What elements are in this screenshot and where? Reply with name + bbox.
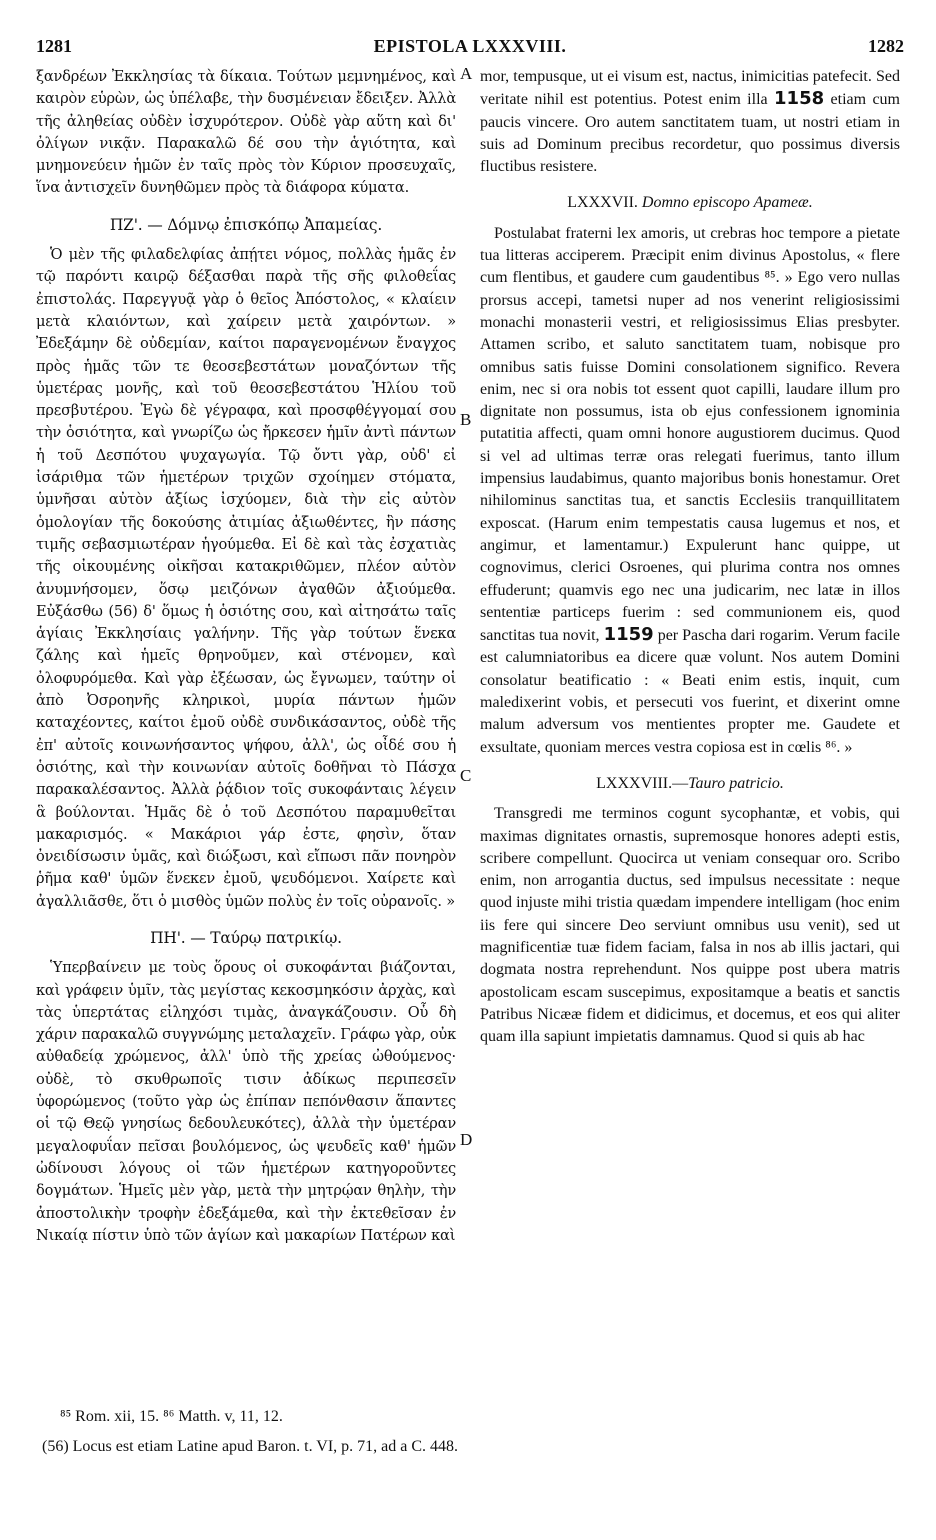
latin-paragraph-1 xyxy=(480,66,900,178)
latin-paragraph-2 xyxy=(480,223,900,759)
latin-column xyxy=(480,66,900,1048)
running-title: EPISTOLA LXXXVIII. xyxy=(373,36,567,56)
footnote-references: ⁸⁵ Rom. xii, 15. ⁸⁶ Matth. v, 11, 12. xyxy=(60,1408,283,1425)
greek-paragraph-3: Ὑπερβαίνειν με τοὺς ὅρους οἱ συκοφάνται βιάζονται, καὶ γράφειν ὑμῖν, τὰς μεγίστας κεκοσμηκόσιν ἀρχὰς, καὶ τὰς ὑπερτάτας εἰληχόσι τιμὰς, ἀναγκάζουσιν. Οὗ δὴ χάριν παρακαλῶ συγγνώμης μεταλαχεῖν. Γράφω γὰρ, οὐκ αὐθαδείᾳ χρώμενος, ἀλλ' ὑπὸ τῆς χρείας ὠθούμενος· οὐδὲ, τὸ σκυθρωποῖς τισιν ἀδίκως περιπεσεῖν ὑφορώμενος (τοῦτο γὰρ ὡς ἐπίπαν πεπόνθασιν ἅπαντες οἱ τῷ Θεῷ γνησίως δεδουλευκότες), ἀλλὰ τὴν ὑμετέραν μεγαλοφυΐαν πεῖσαι βουλόμενος, ὡς ψευδεῖς καθ' ἡμῶν ὠδίνουσι λόγους οἱ τῶν ἡμετέρων κατηγοροῦντες δογμάτων. Ἡμεῖς μὲν γὰρ, μετὰ τὴν μητρῴαν θηλὴν, τὴν ἀποστολικὴν τροφὴν ἐδεξάμεθα, καὶ τὴν ἐκτεθεῖσαν ἐν Νικαίᾳ πίστιν ὑπὸ τῶν ἁγίων καὶ μακαρίων Πατέρων καὶ xyxy=(36,959,456,1244)
greek-heading-88: ΠΗ'. — Ταύρῳ πατρικίῳ. xyxy=(150,928,342,947)
latin-heading-87-title: Domno episcopo Apameæ. xyxy=(641,194,813,212)
latin-paragraph-1-start: mor, tempusque, ut ei visum est, nactus, inimicitias patefecit. Sed veritate nihil est potentius. Potest enim illa xyxy=(480,68,900,109)
latin-paragraph-2-end: per Pascha dari rogarim. Verum facile est calumniatoribus ea dicere quæ volunt. Nos autem Domini consolatur beatificatio : « Beati enim estis, inquit, cum maledixerint vobis, et persecuti vos fuerint, et dixerint omne malum adversum vos mentientes propter me. Gaudete et exsultate, quoniam merces vestra copiosa est in cœlis ⁸⁶. » xyxy=(480,627,901,756)
footnote-56: (56) Locus est etiam Latine apud Baron. t. VI, p. 71, ad a C. 448. xyxy=(42,1438,459,1455)
greek-heading-87: ΠΖ'. — Δόμνῳ ἐπισκόπῳ Ἀπαμείας. xyxy=(109,215,383,234)
latin-heading-88-title: Tauro patricio. xyxy=(688,774,784,792)
greek-paragraph-2: Ὁ μὲν τῆς φιλαδελφίας ἀπῄτει νόμος, πολλὰς ἡμᾶς ἐν τῷ παρόντι καιρῷ δέξασθαι παρὰ τῆς σῆς φιλοθεΐας ἐπιστολάς. Παρεγγυᾷ γὰρ ὁ θεῖος Ἀπόστολος, « κλαίειν μετὰ κλαιόντων, καὶ χαίρειν μετὰ χαιρόντων. » Ἐδεξάμην δὲ οὐδεμίαν, καίτοι παραγενομένων ἔναγχος πρὸς ἡμᾶς τῶν τε θεοσεβεστάτων μοναζόντων τῆς ὑμετέρας μονῆς, καὶ τοῦ θεοσεβεστάτου Ἡλίου τοῦ πρεσβυτέρου. Ἐγὼ δὲ γέγραφα, καὶ προσφθέγγομαί σου τὴν ὁσιότητα, καὶ γνωρίζω ὡς ἤρκεσεν ἡμῖν ἀντὶ πάντων ἡ τοῦ Δεσπότου ψυχαγωγία. Τῷ ὄντι γὰρ, οὐδ' εἰ ἰσάριθμα τῶν ἡμετέρων τριχῶν σχοίημεν στόματα, ὑμνῆσαι αὐτὸν ἀξίως ἰσχύομεν, διὰ τὴν εἰς αὐτὸν ὁμολογίαν τῆς δοκούσης ἀτιμίας ἀξιωθέντες, ἣν πάσης τιμῆς σεβασμιωτέραν ἡγούμεθα. Εἰ δὲ καὶ τὰς ἐσχατιὰς τῆς οἰκουμένης οἰκῆσαι κατακριθῶμεν, πλέον αὐτὸν ἀνυμνήσομεν, ὅσῳ μειζόνων ἀγαθῶν ἀξιούμεθα. Εὐξάσθω (56) δ' ὅμως ἡ ὁσιότης σου, καὶ αἰτησάτω ταῖς ἁγίαις Ἐκκλησίαις γαλήνην. Τῆς γὰρ τούτων ἕνεκα ζάλης καὶ ἡμεῖς θρηνοῦμεν, καὶ στένομεν, καὶ ὀλοφυρόμεθα. Καὶ γὰρ ἐξέωσαν, ὡς ἔγνωμεν, ταύτην οἱ ἀπὸ Ὀσροηνῆς κληρικοὶ, μυρία πάντων ἡμῶν καταχέοντες, καίτοι ἐμοῦ οὐδὲ συνδικάσαντος, οὐδὲ τῆς ἐπ' αὐτοῖς κοινωνήσαντος ψήφου, ἀλλ', ὡς οἶδέ σου ἡ ὁσιότης, καὶ τὴν κοινωνίαν αὐτοῖς δοθῆναι τὸ Πάσχα παρακαλέσαντος. Ἀλλὰ ῥᾴδιον τοῖς συκοφάνταις λέγειν ἃ βούλονται. Ἡμᾶς δὲ ὁ τοῦ Δεσπότου παραμυθεῖται μακαρισμός. « Μακάριοι γάρ ἐστε, φησὶν, ὅταν ὀνειδίσωσιν ὑμᾶς, καὶ διώξωσι, καὶ εἴπωσι πᾶν πονηρὸν ῥῆμα καθ' ὑμῶν ἕνεκεν ἐμοῦ, ψευδόμενοι. Χαίρετε καὶ ἀγαλλιᾶσθε, ὅτι ὁ μισθὸς ὑμῶν πολὺς ἐν τοῖς οὐρανοῖς. » xyxy=(36,246,456,910)
column-number-1158: 1158 xyxy=(774,88,825,110)
latin-paragraph-3: Transgredi me terminos cogunt sycophantæ, et vobis, qui maximas dignitates ornastis, supremosque honores adepti estis, scribere compellunt. Quocirca ut veniam consequar oro. Scribo enim, non arrogantia ductus, sed impulsus necessitate : neque quod injuste mihi tristia quædam impendere intelligam (hoc enim iis fere qui sincere Deo serviunt omnibus usu venit), sed ut magnificentiæ tuæ fidem faciam, falsa in nos ab illis jactari, qui dogmata nostra reprehendunt. Nos quippe post ubera matris apostolicam escam suscepimus, expositamque a beatis et sanctis Patribus Nicææ fidem et didicimus, et docemus, et eos qui aliter quam illa sapiunt impietatis damnamus. Quod si quis ab hac xyxy=(480,805,900,1046)
latin-heading-88-number: LXXXVIII.— xyxy=(596,774,689,792)
greek-paragraph-1: ξανδρέων Ἐκκλησίας τὰ δίκαια. Τούτων μεμνημένος, καὶ καιρὸν εὑρὼν, ὡς ὑπέλαβε, τὴν δυσμένειαν ἔδειξεν. Ἀλλὰ τῆς ἀληθείας οὐδὲν ἰσχυρότερον. Οὐδὲ γὰρ αὕτη καὶ δι' ὀλίγων νικᾷν. Παρακαλῶ δέ σου τὴν ἁγιότητα, καὶ μνημονεύειν ἡμῶν ἐν ταῖς πρὸς τὸν Κύριον προσευχαῖς, ἵνα ἀντισχεῖν δυνηθῶμεν πρὸς τὰ διάφορα κύματα. xyxy=(36,68,456,197)
page-header xyxy=(36,36,904,60)
latin-paragraph-2-start: Postulabat fraterni lex amoris, ut crebras hoc tempore a pietate tua litteras acciperem. Præcipit enim divinus Apostolus, « flere cum flentibus, et gaudere cum gaudentibus ⁸⁵. » Ego vero nullas prorsus accepi, tametsi nuper ad nos venerint religiosissimi monachi monasterii vestri, et religiosissimus Elias presbyter. Attamen scribo, et saluto sanctitatem tuam, nobisque pro omnibus satis fuisse Domini consolationem significo. Revera enim, nec si ora nobis tot essent quot capilli, laudare illum pro dignitate non possumus, ista ob ejus confessionem ignominia putatitia affecti, quam omni honore augustiorem ducimus. Quod si vel ad ultimas terræ oras relegati fuerimus, tanto illum impensius laudabimus, quanto majoribus bonis honestamur. Oret nihilominus sanctitas tua, et sanctis Ecclesiis tranquillitatem exposcat. (Harum enim tempestatis causa lugemus et nos, et angimur, et lamentamur.) Expulerunt hanc quippe, ut cognovimus, clerici Osroenes, qui plurima contra nos omnes effuderunt; quamvis ego nec una judicarim, nec latæ in illos sententiæ particeps fuerim : sed communionem eis, quod sanctitas tua novit, xyxy=(480,224,900,645)
footnotes xyxy=(36,1408,904,1456)
column-number-1159: 1159 xyxy=(603,624,654,646)
page-number-right: 1282 xyxy=(868,36,904,56)
margin-letter-c: C xyxy=(460,766,472,785)
margin-letter-b: B xyxy=(460,410,472,429)
margin-letter-a: A xyxy=(460,64,473,83)
latin-heading-87 xyxy=(480,192,900,214)
latin-heading-87-number: LXXXVII. xyxy=(567,194,638,212)
latin-heading-88 xyxy=(480,773,900,795)
page-number-left: 1281 xyxy=(36,36,72,56)
greek-column xyxy=(36,66,456,1247)
latin-paragraph-1-end: etiam cum paucis vincere. Oro autem sanctitatem tuam, ut nostri etiam in suis ad Dominum precibus recordetur, quo possimus diversis fluctibus resistere. xyxy=(480,91,900,176)
margin-letter-d: D xyxy=(460,1130,473,1149)
